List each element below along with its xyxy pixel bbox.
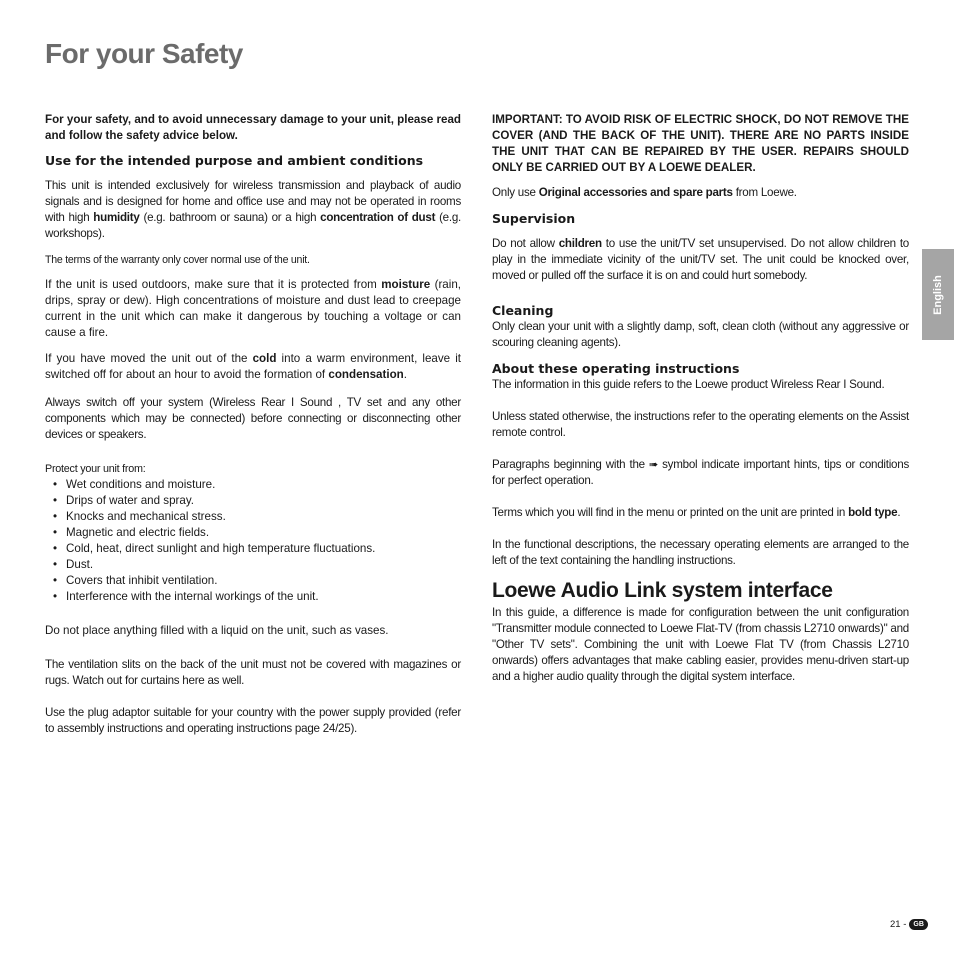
list-item: • Knocks and mechanical stress. (53, 509, 461, 525)
paragraph-about-1: The information in this guide refers to the Loewe product Wireless Rear I Sound. (492, 378, 885, 391)
language-tab-label: English (932, 274, 944, 315)
paragraph-ventilation: The ventilation slits on the back of the unit must not be covered with magazines or rugs. Watch out for curtains here as well. (45, 658, 461, 687)
text-span: : TO AVOID RISK OF ELECTRIC SHOCK, DO NOT REMOVE THE COVER (AND THE BACK OF THE UNIT). THERE ARE NO PARTS INSIDE THE UNIT THAT CAN BE REPAIRED BY THE USER. REPAIRS SHOULD ONLY BE CARRIED OUT BY A LOEWE DEALER. (492, 113, 909, 174)
list-item: • Wet conditions and moisture. (53, 477, 461, 493)
list-item: • Covers that inhibit ventilation. (53, 573, 461, 589)
paragraph-switch-off: Always switch off your system (Wireless Rear I Sound , TV set and any other components which may be connected) before connecting or disconnecting other devices or speakers. (45, 396, 461, 441)
arrow-hint-icon: ➠ (649, 459, 658, 471)
text-span: (rain, drips, spray or dew). High concentrations of moisture and dust lead to creepage current in the unit which can make it dangerous by touching a voltage or can cause a fire. (45, 278, 461, 339)
protect-heading: Protect your unit from: (45, 463, 146, 475)
heading-supervision: Supervision (492, 211, 576, 226)
bold-term: moisture (381, 278, 431, 291)
text-span: . (403, 368, 407, 381)
bold-term: children (558, 237, 602, 250)
text-span: Do not allow (492, 237, 559, 250)
paragraph-about-5: In the functional descriptions, the necessary operating elements are arranged to the left of the text containing the handling instructions. (492, 538, 909, 567)
bold-term: Original accessories and spare parts (538, 186, 733, 199)
bold-term: condensation (328, 368, 404, 381)
paragraph-cleaning: Only clean your unit with a slightly damp, soft, clean cloth (without any aggressive or scouring cleaning agents). (492, 320, 909, 349)
text-span: (e.g. workshops). (45, 211, 462, 240)
bold-term: concentration of dust (320, 211, 436, 224)
right-column (492, 112, 909, 685)
protect-list (45, 477, 461, 605)
text-span: Terms which you will find in the menu or printed on the unit are printed in (492, 506, 849, 519)
paragraph-about-3 (492, 457, 909, 489)
heading-audio-link: Loewe Audio Link system interface (492, 579, 833, 602)
page-number-text: 21 - (890, 919, 907, 930)
paragraph-audio-link: In this guide, a difference is made for configuration between the unit configuration "Transmitter module connected to Loewe Flat-TV (from chassis L2710 onwards)" and "Other TV sets". Combining the unit with Loewe Flat TV (from Chassis L2710 onwards) offers advantages that make cabling easier, provides menu-driven start-up and a higher audio quality through the digital system interface. (492, 606, 909, 683)
page-title: For your Safety (45, 38, 243, 69)
paragraph-about-2: Unless stated otherwise, the instructions refer to the operating elements on the Assist remote control. (492, 410, 909, 439)
text-span: If you have moved the unit out of the (45, 352, 253, 365)
paragraph-warranty: The terms of the warranty only cover normal use of the unit. (45, 254, 310, 266)
gb-badge-icon: GB (909, 919, 928, 930)
left-column (45, 112, 461, 737)
paragraph-plug-adaptor: Use the plug adaptor suitable for your country with the power supply provided (refer to assembly instructions and operating instructions page 24/25). (45, 706, 461, 735)
bold-term: bold type (848, 506, 898, 519)
heading-about-instructions: About these operating instructions (492, 361, 740, 376)
text-span: (e.g. bathroom or sauna) or a high (139, 211, 321, 224)
paragraph-humidity (45, 178, 461, 242)
paragraph-supervision (492, 236, 909, 284)
text-span: to use the unit/TV set unsupervised. Do not allow children to play in the immediate vicinity of the unit/TV set. The unit could be knocked over, moved or pulled off the surface it is on and could hurt somebody. (492, 237, 909, 282)
paragraph-accessories (492, 185, 909, 201)
heading-intended-use: Use for the intended purpose and ambient conditions (45, 153, 424, 168)
important-warning (492, 112, 909, 176)
bold-term: cold (252, 352, 277, 365)
text-span: Only use (492, 186, 539, 199)
paragraph-outdoors (45, 277, 461, 341)
heading-cleaning: Cleaning (492, 303, 554, 318)
text-span: symbol indicate important hints, tips or conditions for perfect operation. (492, 458, 909, 487)
bold-term: humidity (93, 211, 140, 224)
text-span: from Loewe. (732, 186, 797, 199)
text-span: If the unit is used outdoors, make sure that it is protected from (45, 278, 382, 291)
language-tab (922, 249, 954, 340)
text-span: This unit is intended exclusively for wireless transmission and playback of audio signals and is designed for home and office use and may not be operated in rooms with high (45, 179, 461, 224)
text-span: into a warm environment, leave it switched off for about an hour to avoid the formation of (45, 352, 462, 381)
paragraph-liquids: Do not place anything filled with a liquid on the unit, such as vases. (45, 624, 389, 637)
paragraph-about-4 (492, 505, 909, 521)
list-item: • Magnetic and electric fields. (53, 525, 461, 541)
text-span: . (897, 506, 901, 519)
page-number (890, 919, 928, 930)
list-item: • Dust. (53, 557, 461, 573)
text-span: Paragraphs beginning with the (492, 458, 650, 471)
paragraph-condensation (45, 351, 461, 383)
important-label: IMPORTANT (492, 113, 559, 126)
list-item: • Cold, heat, direct sunlight and high temperature fluctuations. (53, 541, 461, 557)
list-item: • Drips of water and spray. (53, 493, 461, 509)
list-item: • Interference with the internal workings of the unit. (53, 589, 461, 605)
intro-text: For your safety, and to avoid unnecessary damage to your unit, please read and follow the safety advice below. (45, 113, 461, 142)
